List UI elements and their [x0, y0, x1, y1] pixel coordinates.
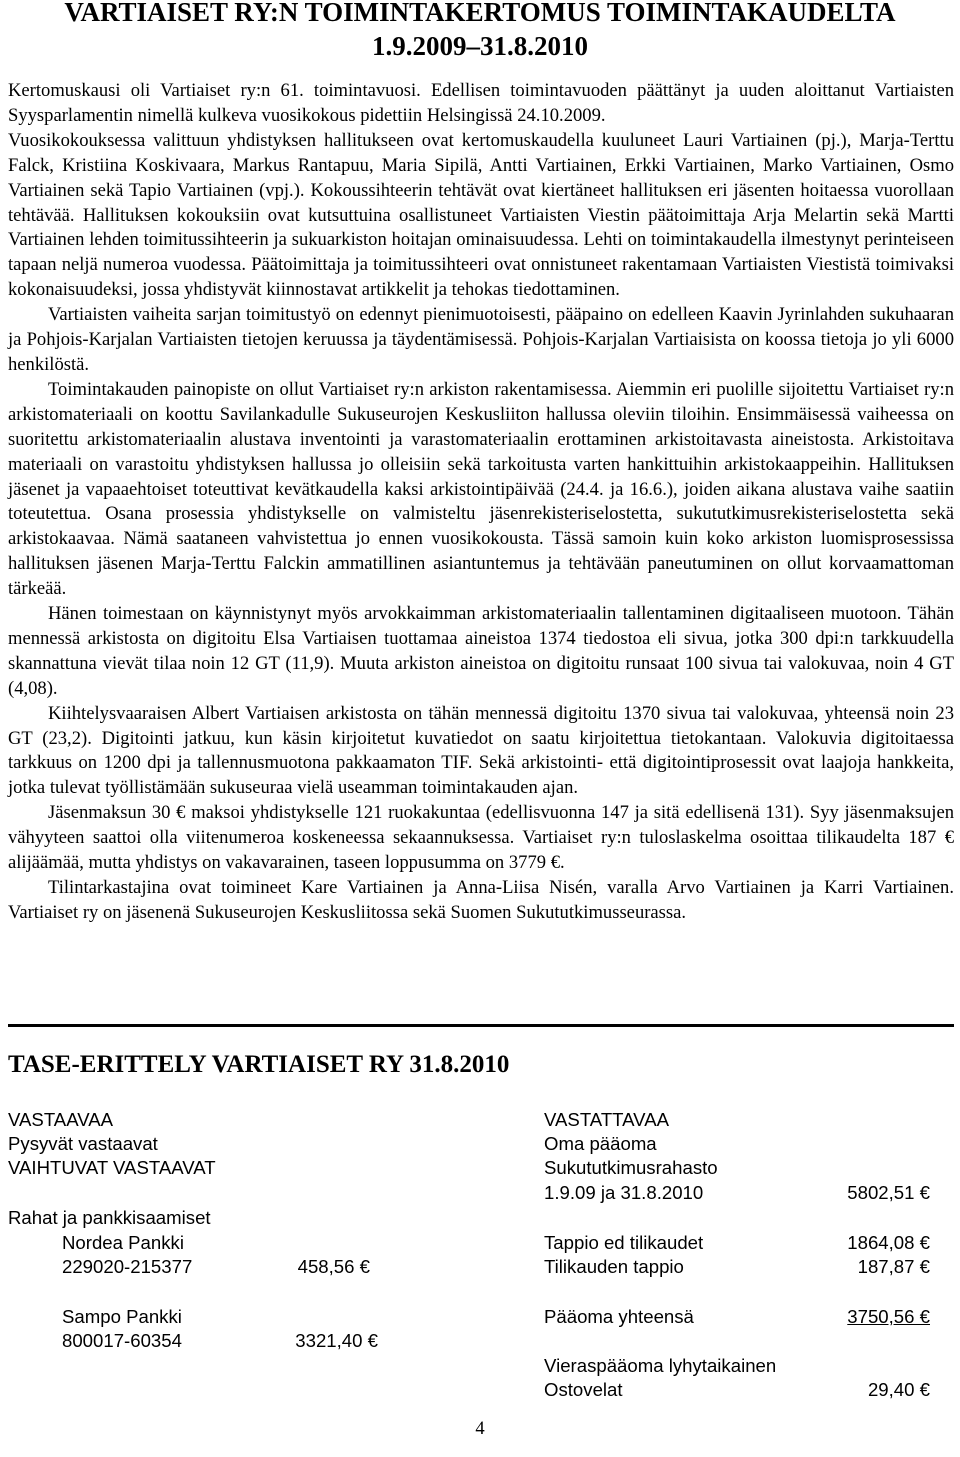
- bank2-account: 800017-60354: [62, 1330, 182, 1351]
- current-assets-label: VAIHTUVAT VASTAAVAT: [8, 1157, 216, 1178]
- prior-loss-label: Tappio ed tilikaudet: [544, 1232, 704, 1253]
- document-title-period: 1.9.2009–31.8.2010: [372, 31, 588, 61]
- prior-loss-amount: 1864,08 €: [847, 1232, 930, 1253]
- paragraph-board: Vuosikokouksessa valittuun yhdistyksen hallitukseen ovat kertomuskaudella kuuluneet Lauri Vartiainen (pj.), Marja-Terttu Falck, Kristiina Koskivaara, Markus Rantapuu, Maria Sipilä, Antti Vartiainen, Erkki Vartiainen, Marko Vartiainen, Osmo Vartiainen sekä Tapio Vartiainen (vpj.). Kokoussihteerin tehtävät ovat kiertäneet hallituksen eri jäsenten hoitaessa vuorollaan tehtävää. Hallituksen kokouksiin ovat kutsuttuina osallistuneet Vartiaisten Viestin päätoimittaja Arja Melartin sekä Martti Vartiainen lehden toimitussihteerin ja sukuarkiston hoitajan ominaisuudessa. Lehti on toimintakaudella ilmestynyt perinteiseen tapaan neljä numeroa vuodessa. Päätoimittaja ja toimitussihteeri ovat onnistuneet rakentamaan Vartiaisten Viestistä toimivaksi kokonaisuudeksi, jossa yhdistyvät kiinnostavat artikkelit ja tehokas tiedottaminen.: [8, 129, 954, 301]
- fixed-assets-label: Pysyvät vastaavat: [8, 1133, 158, 1154]
- paragraph-archive: Toimintakauden painopiste on ollut Vartiaiset ry:n arkiston rakentamisessa. Aiemmin eri puolille sijoitettu Vartiaiset ry:n arkistomateriaali on koottu Savilankadulle Sukuseurojen Keskusliiton hallussa oleviin tiloihin. Ensimmäisessä vaiheessa on suoritettu arkistomateriaalin alustava inventointi ja varastomateriaalin erottaminen arkistoitavasta aineistosta. Arkistoitava materiaali on varastoitu yhdistyksen hallussa jo olleisiin sekä tarkoitusta varten hankittuihin arkistokaappeihin. Hallituksen jäsenet ja vapaaehtoiset toteuttivat kevätkaudella kaksi arkistointipäivää (24.4. ja 16.6.), joiden aikana alustava vaihe saatiin toteutettua. Osana prosessia yhdistykselle on valmisteltu jäsenrekisteriselostetta, sukututkimusrekisteriselostetta sekä arkistokaavaa. Nämä saataneen vahvistettua jo ennen vuosikokousta. Tässä samoin kuin koko arkiston luomisprosessissa hallituksen jäsenen Marja-Terttu Falckin ammatillinen asiantuntemus ja tehtävään paneutuminen on ollut korvaamattoman tärkeää.: [8, 378, 954, 600]
- fund-period: 1.9.09 ja 31.8.2010: [544, 1182, 704, 1203]
- balance-sheet-heading: TASE-ERITTELY VARTIAISET RY 31.8.2010: [8, 1051, 510, 1078]
- bank1-account: 229020-215377: [62, 1256, 193, 1277]
- fund-label: Sukututkimusrahasto: [544, 1157, 718, 1178]
- fund-amount: 5802,51 €: [847, 1182, 930, 1203]
- cash-and-bank-label: Rahat ja pankkisaamiset: [8, 1207, 211, 1228]
- bank1-name: Nordea Pankki: [62, 1232, 184, 1253]
- liabilities-title: VASTATTAVAA: [544, 1109, 670, 1130]
- period-loss-label: Tilikauden tappio: [544, 1256, 684, 1277]
- paragraph-membership-finance: Jäsenmaksun 30 € maksoi yhdistykselle 121 ruokakuntaa (edellisvuonna 147 ja sitä edellisenä 131). Syy jäsenmaksujen vähyyteen saattoi olla viitenumeroa koskeneessa sekaannuksessa. Vartiaiset ry:n tuloslaskelma osoittaa tilikaudelta 187 € alijäämää, mutta yhdistys on vakavarainen, taseen loppusumma on 3779 €.: [8, 802, 954, 874]
- report-body: [8, 79, 954, 926]
- equity-total-label: Pääoma yhteensä: [544, 1306, 694, 1327]
- paragraph-auditors: Tilintarkastajina ovat toimineet Kare Vartiainen ja Anna-Liisa Nisén, varalla Arvo Vartiainen ja Karri Vartiainen. Vartiaiset ry on jäsenenä Sukuseurojen Keskusliitossa sekä Suomen Sukututkimusseurassa.: [8, 877, 954, 923]
- bank2-amount: 3321,40 €: [295, 1330, 378, 1351]
- paragraph-albert-archive: Kiihtelysvaaraisen Albert Vartiaisen arkistosta on tähän mennessä digitoitu 1370 sivua tai valokuvaa, yhteensä noin 23 GT (23,2). Digitointi jatkuu, kun käsin kirjoitetut kuvatiedot on saatu kirjoitettua tietokantaan. Valokuvia digitoitaessa tarkkuus on 1200 dpi ja tallennusmuotona pakkaamaton TIF. Sekä arkistointi- että digitointiprosessit ovat laajoja hankkeita, jotka tulevat työllistämään sukuseuraa vielä useamman toimintakauden ajan.: [8, 702, 954, 799]
- assets-title: VASTAAVAA: [8, 1109, 114, 1130]
- short-term-debt-label: Vieraspääoma lyhytaikainen: [544, 1355, 777, 1376]
- period-loss-amount: 187,87 €: [857, 1256, 930, 1277]
- payables-label: Ostovelat: [544, 1379, 623, 1400]
- bank1-amount: 458,56 €: [297, 1256, 370, 1277]
- paragraph-genealogy: Vartiaisten vaiheita sarjan toimitustyö on edennyt pienimuotoisesti, pääpaino on edelleen Kaavin Jyrinlahden sukuhaaran ja Pohjois-Karjalan Vartiaisten tietojen keruussa ja täydentämisessä. Pohjois-Karjalan Vartiaisista on koossa tietoja jo yli 6000 henkilöstä.: [8, 304, 954, 375]
- section-divider: [8, 1024, 954, 1027]
- bank2-name: Sampo Pankki: [62, 1306, 182, 1327]
- page-number: 4: [475, 1418, 485, 1439]
- equity-label: Oma pääoma: [544, 1133, 657, 1154]
- equity-total-amount: 3750,56 €: [847, 1306, 930, 1327]
- paragraph-intro: Kertomuskausi oli Vartiaiset ry:n 61. toimintavuosi. Edellisen toimintavuoden päättänyt ja uuden aloittanut Vartiaisten Syysparlamentin nimellä kulkeva vuosikokous pidettiin Helsingissä 24.10.2009.: [8, 80, 954, 126]
- payables-amount: 29,40 €: [867, 1379, 930, 1400]
- paragraph-digitization: Hänen toimestaan on käynnistynyt myös arvokkaimman arkistomateriaalin tallentaminen digitaaliseen muotoon. Tähän mennessä arkistosta on digitoitu Elsa Vartiaisen tuottamaa aineistoa 1374 tiedostoa eli sivua, jotka 300 dpi:n tarkkuudella skannattuna vievät tilaa noin 12 GT (11,9). Muuta arkiston aineistoa on digitoitu runsaat 100 sivua tai valokuvaa, noin 4 GT (4,08).: [8, 603, 954, 699]
- document-title: VARTIAISET RY:N TOIMINTAKERTOMUS TOIMINTAKAUDELTA: [64, 0, 896, 27]
